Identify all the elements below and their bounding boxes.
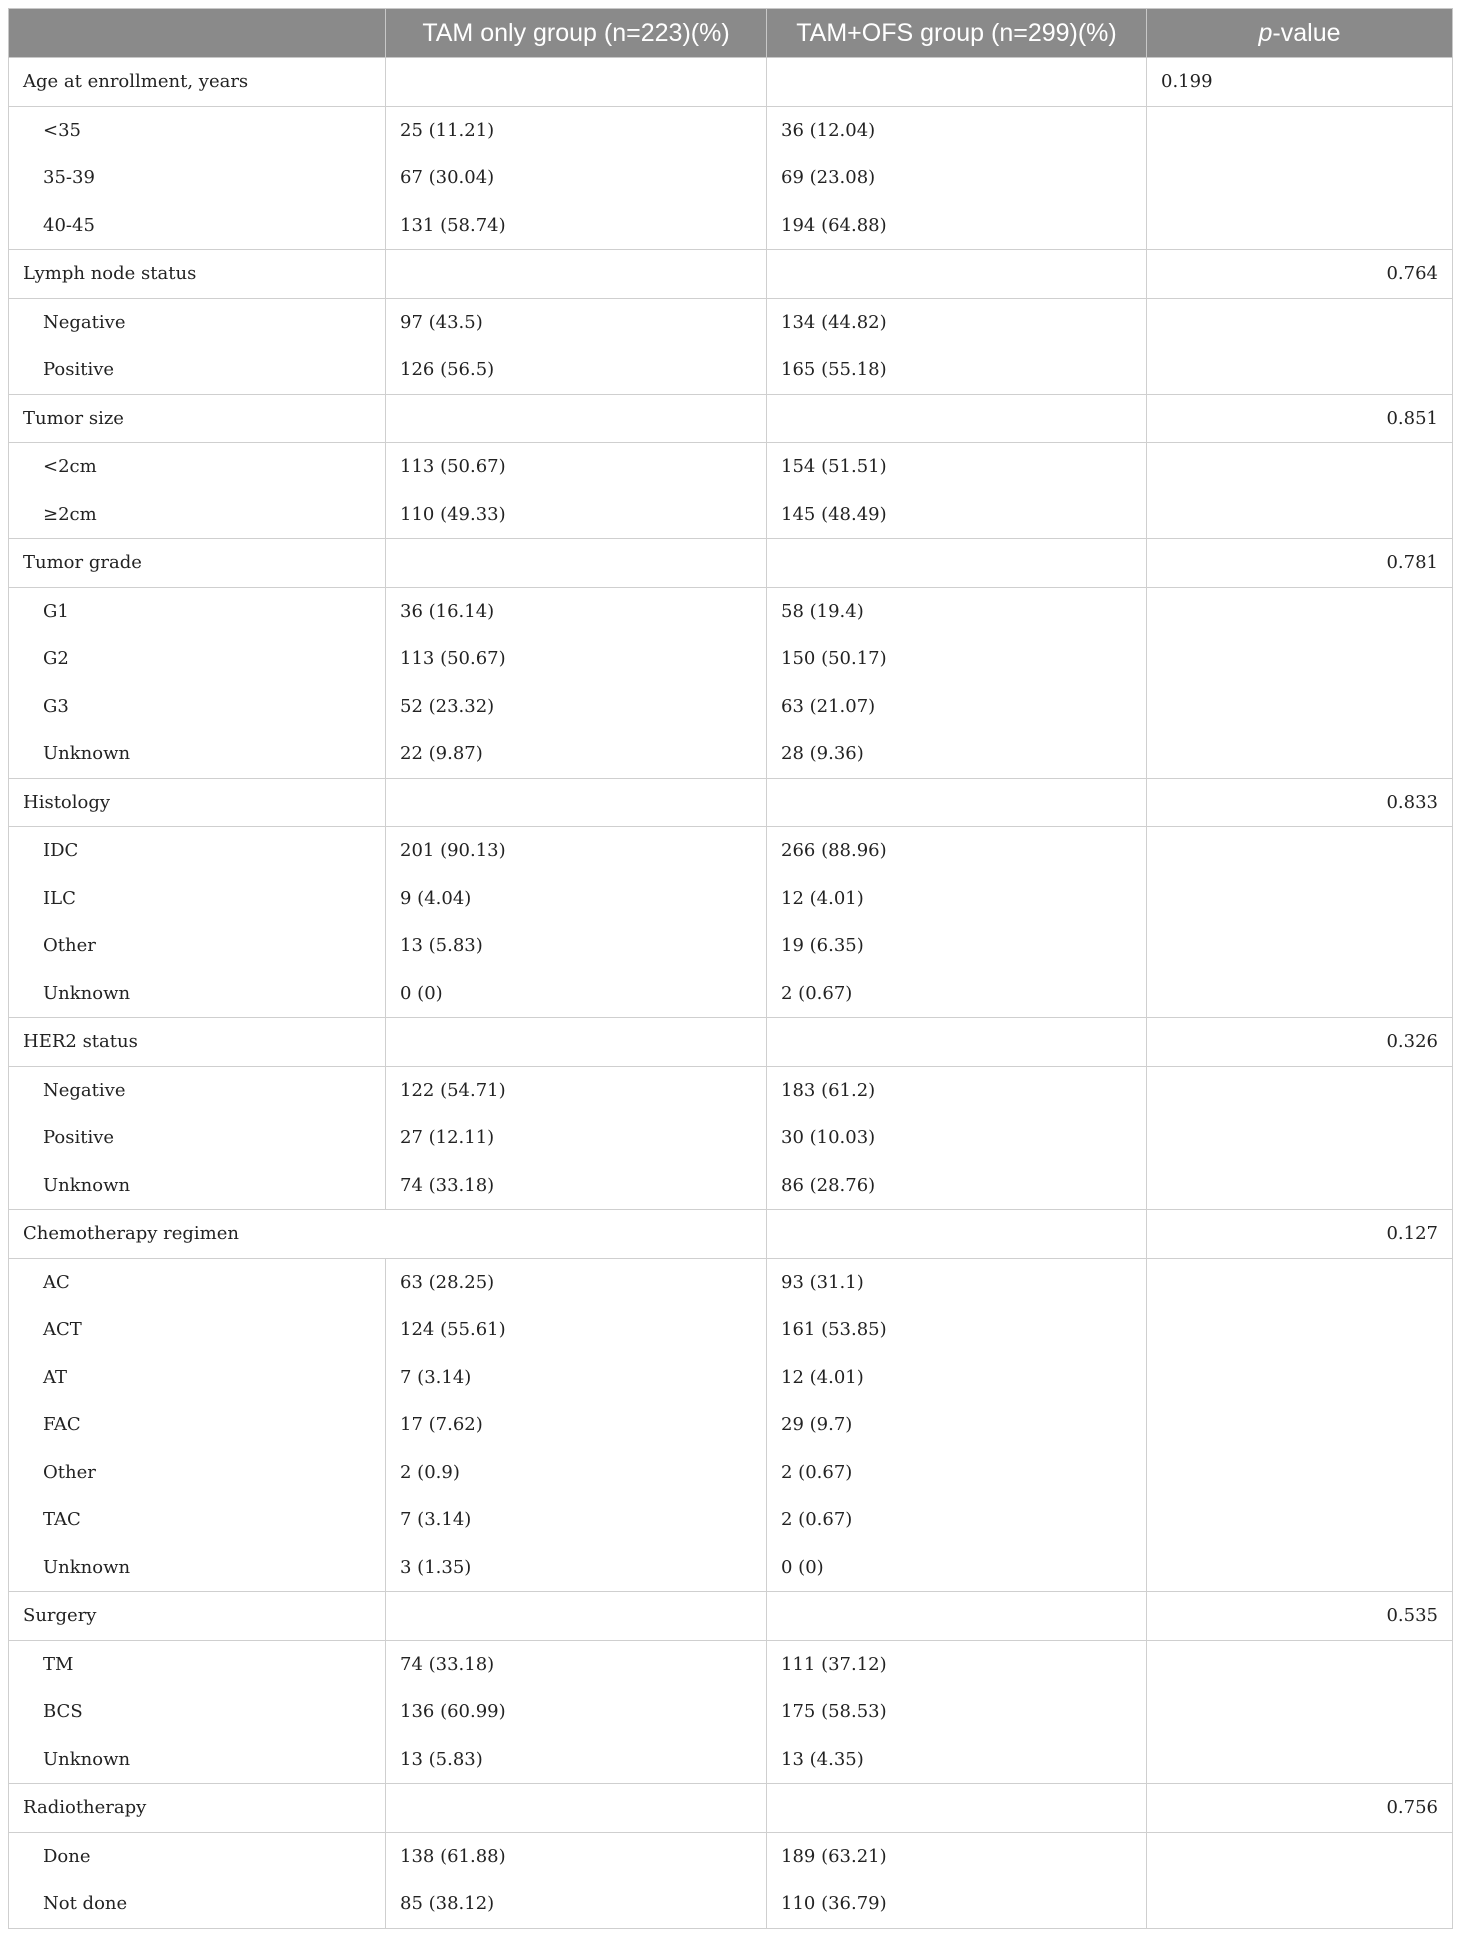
category-empty-cell [767, 1592, 1147, 1641]
category-row [9, 1210, 1453, 1259]
table-row [9, 1544, 1453, 1592]
p-value-empty-cell [1147, 635, 1453, 683]
category-empty-cell [767, 539, 1147, 588]
category-empty-cell [386, 539, 767, 588]
tam-only-value: 85 (38.12) [386, 1880, 767, 1928]
header-tam-ofs-group: TAM+OFS group (n=299)(%) [767, 9, 1147, 58]
category-empty-cell [386, 1784, 767, 1833]
p-value-empty-cell [1147, 491, 1453, 539]
tam-ofs-value: 13 (4.35) [767, 1736, 1147, 1784]
category-empty-cell [767, 58, 1147, 107]
p-value-empty-cell [1147, 1258, 1453, 1306]
category-empty-cell [767, 1210, 1147, 1259]
tam-only-value: 3 (1.35) [386, 1544, 767, 1592]
tam-ofs-value: 12 (4.01) [767, 875, 1147, 923]
category-row [9, 58, 1453, 107]
tam-ofs-value: 134 (44.82) [767, 298, 1147, 346]
table-row [9, 1496, 1453, 1544]
table-row [9, 1306, 1453, 1354]
tam-ofs-value: 266 (88.96) [767, 827, 1147, 875]
header-p-suffix: -value [1272, 18, 1341, 47]
tam-only-value: 17 (7.62) [386, 1401, 767, 1449]
p-value-empty-cell [1147, 1736, 1453, 1784]
subgroup-label: Other [9, 1449, 386, 1497]
tam-only-value: 124 (55.61) [386, 1306, 767, 1354]
subgroup-label: Unknown [9, 970, 386, 1018]
subgroup-label: Done [9, 1832, 386, 1880]
tam-only-value: 63 (28.25) [386, 1258, 767, 1306]
tam-ofs-value: 58 (19.4) [767, 587, 1147, 635]
category-row [9, 539, 1453, 588]
subgroup-label: <35 [9, 106, 386, 154]
p-value-empty-cell [1147, 970, 1453, 1018]
subgroup-label: Negative [9, 298, 386, 346]
tam-ofs-value: 30 (10.03) [767, 1114, 1147, 1162]
category-label: Surgery [9, 1592, 386, 1641]
tam-only-value: 110 (49.33) [386, 491, 767, 539]
p-value-empty-cell [1147, 1449, 1453, 1497]
tam-ofs-value: 145 (48.49) [767, 491, 1147, 539]
p-value-empty-cell [1147, 1401, 1453, 1449]
subgroup-label: Negative [9, 1066, 386, 1114]
table-row [9, 1162, 1453, 1210]
category-empty-cell [386, 1592, 767, 1641]
category-empty-cell [767, 394, 1147, 443]
p-value-empty-cell [1147, 106, 1453, 154]
tam-only-value: 74 (33.18) [386, 1162, 767, 1210]
p-value-empty-cell [1147, 1114, 1453, 1162]
category-row [9, 778, 1453, 827]
category-empty-cell [386, 250, 767, 299]
category-label: Radiotherapy [9, 1784, 386, 1833]
p-value-empty-cell [1147, 298, 1453, 346]
p-value-empty-cell [1147, 1496, 1453, 1544]
tam-only-value: 13 (5.83) [386, 922, 767, 970]
tam-only-value: 7 (3.14) [386, 1496, 767, 1544]
p-value-empty-cell [1147, 683, 1453, 731]
category-empty-cell [386, 778, 767, 827]
category-label: Lymph node status [9, 250, 386, 299]
tam-ofs-value: 86 (28.76) [767, 1162, 1147, 1210]
subgroup-label: IDC [9, 827, 386, 875]
subgroup-label: G3 [9, 683, 386, 731]
tam-ofs-value: 19 (6.35) [767, 922, 1147, 970]
table-row [9, 587, 1453, 635]
tam-only-value: 122 (54.71) [386, 1066, 767, 1114]
header-tam-only-group: TAM only group (n=223)(%) [386, 9, 767, 58]
tam-ofs-value: 36 (12.04) [767, 106, 1147, 154]
subgroup-label: Positive [9, 346, 386, 394]
p-value-empty-cell [1147, 730, 1453, 778]
tam-only-value: 113 (50.67) [386, 443, 767, 491]
tam-ofs-value: 2 (0.67) [767, 1449, 1147, 1497]
p-value-cell: 0.127 [1147, 1210, 1453, 1259]
subgroup-label: AC [9, 1258, 386, 1306]
category-label: HER2 status [9, 1018, 386, 1067]
tam-only-value: 126 (56.5) [386, 346, 767, 394]
tam-ofs-value: 161 (53.85) [767, 1306, 1147, 1354]
header-row [9, 9, 1453, 58]
category-row [9, 1592, 1453, 1641]
tam-only-value: 136 (60.99) [386, 1688, 767, 1736]
table-row [9, 491, 1453, 539]
p-value-cell: 0.851 [1147, 394, 1453, 443]
category-row [9, 1784, 1453, 1833]
tam-ofs-value: 2 (0.67) [767, 1496, 1147, 1544]
subgroup-label: ≥2cm [9, 491, 386, 539]
table-row [9, 1640, 1453, 1688]
category-empty-cell [767, 250, 1147, 299]
p-value-empty-cell [1147, 1162, 1453, 1210]
p-value-empty-cell [1147, 443, 1453, 491]
category-row [9, 250, 1453, 299]
p-value-empty-cell [1147, 1880, 1453, 1928]
p-value-empty-cell [1147, 827, 1453, 875]
baseline-characteristics-table [8, 8, 1453, 1929]
category-empty-cell [767, 778, 1147, 827]
table-row [9, 827, 1453, 875]
category-label: Age at enrollment, years [9, 58, 386, 107]
table-row [9, 1354, 1453, 1402]
p-value-empty-cell [1147, 1832, 1453, 1880]
category-label: Chemotherapy regimen [9, 1210, 767, 1259]
category-label: Tumor grade [9, 539, 386, 588]
subgroup-label: <2cm [9, 443, 386, 491]
tam-only-value: 2 (0.9) [386, 1449, 767, 1497]
table-row [9, 443, 1453, 491]
table-row [9, 1114, 1453, 1162]
table-row [9, 1066, 1453, 1114]
subgroup-label: TM [9, 1640, 386, 1688]
header-characteristic [9, 9, 386, 58]
table-row [9, 683, 1453, 731]
tam-ofs-value: 69 (23.08) [767, 154, 1147, 202]
tam-ofs-value: 110 (36.79) [767, 1880, 1147, 1928]
tam-only-value: 138 (61.88) [386, 1832, 767, 1880]
tam-only-value: 113 (50.67) [386, 635, 767, 683]
table-row [9, 346, 1453, 394]
tam-only-value: 0 (0) [386, 970, 767, 1018]
subgroup-label: 35-39 [9, 154, 386, 202]
category-empty-cell [386, 1018, 767, 1067]
p-value-cell: 0.833 [1147, 778, 1453, 827]
subgroup-label: BCS [9, 1688, 386, 1736]
tam-ofs-value: 2 (0.67) [767, 970, 1147, 1018]
p-value-empty-cell [1147, 1066, 1453, 1114]
subgroup-label: G1 [9, 587, 386, 635]
p-value-empty-cell [1147, 922, 1453, 970]
table-row [9, 875, 1453, 923]
p-value-empty-cell [1147, 1544, 1453, 1592]
p-value-empty-cell [1147, 346, 1453, 394]
table-header [9, 9, 1453, 58]
category-empty-cell [767, 1784, 1147, 1833]
table-row [9, 1832, 1453, 1880]
table-row [9, 106, 1453, 154]
tam-ofs-value: 29 (9.7) [767, 1401, 1147, 1449]
tam-ofs-value: 111 (37.12) [767, 1640, 1147, 1688]
table-row [9, 922, 1453, 970]
table-row [9, 1736, 1453, 1784]
tam-ofs-value: 150 (50.17) [767, 635, 1147, 683]
tam-only-value: 27 (12.11) [386, 1114, 767, 1162]
tam-ofs-value: 28 (9.36) [767, 730, 1147, 778]
table-row [9, 1688, 1453, 1736]
table-row [9, 1401, 1453, 1449]
table-row [9, 298, 1453, 346]
table-row [9, 202, 1453, 250]
table-row [9, 1880, 1453, 1928]
tam-ofs-value: 63 (21.07) [767, 683, 1147, 731]
tam-only-value: 22 (9.87) [386, 730, 767, 778]
p-value-cell: 0.326 [1147, 1018, 1453, 1067]
subgroup-label: 40-45 [9, 202, 386, 250]
p-value-empty-cell [1147, 1354, 1453, 1402]
tam-only-value: 201 (90.13) [386, 827, 767, 875]
p-value-cell: 0.756 [1147, 1784, 1453, 1833]
tam-only-value: 9 (4.04) [386, 875, 767, 923]
baseline-characteristics-table-container [8, 8, 1452, 1929]
table-row [9, 1258, 1453, 1306]
tam-ofs-value: 0 (0) [767, 1544, 1147, 1592]
subgroup-label: Unknown [9, 1162, 386, 1210]
tam-only-value: 52 (23.32) [386, 683, 767, 731]
tam-only-value: 7 (3.14) [386, 1354, 767, 1402]
tam-only-value: 13 (5.83) [386, 1736, 767, 1784]
tam-only-value: 67 (30.04) [386, 154, 767, 202]
table-body [9, 58, 1453, 1929]
p-value-cell: 0.535 [1147, 1592, 1453, 1641]
tam-only-value: 131 (58.74) [386, 202, 767, 250]
p-value-empty-cell [1147, 154, 1453, 202]
header-p-value [1147, 9, 1453, 58]
tam-ofs-value: 194 (64.88) [767, 202, 1147, 250]
category-row [9, 1018, 1453, 1067]
p-value-empty-cell [1147, 1306, 1453, 1354]
tam-ofs-value: 154 (51.51) [767, 443, 1147, 491]
p-value-cell: 0.764 [1147, 250, 1453, 299]
category-empty-cell [767, 1018, 1147, 1067]
table-row [9, 730, 1453, 778]
subgroup-label: Unknown [9, 730, 386, 778]
tam-ofs-value: 12 (4.01) [767, 1354, 1147, 1402]
tam-only-value: 36 (16.14) [386, 587, 767, 635]
subgroup-label: G2 [9, 635, 386, 683]
category-row [9, 394, 1453, 443]
tam-ofs-value: 93 (31.1) [767, 1258, 1147, 1306]
category-label: Tumor size [9, 394, 386, 443]
subgroup-label: ACT [9, 1306, 386, 1354]
subgroup-label: Other [9, 922, 386, 970]
tam-only-value: 97 (43.5) [386, 298, 767, 346]
tam-ofs-value: 183 (61.2) [767, 1066, 1147, 1114]
tam-ofs-value: 189 (63.21) [767, 1832, 1147, 1880]
subgroup-label: Unknown [9, 1544, 386, 1592]
p-value-empty-cell [1147, 587, 1453, 635]
subgroup-label: FAC [9, 1401, 386, 1449]
table-row [9, 970, 1453, 1018]
subgroup-label: AT [9, 1354, 386, 1402]
tam-ofs-value: 165 (55.18) [767, 346, 1147, 394]
subgroup-label: TAC [9, 1496, 386, 1544]
tam-only-value: 25 (11.21) [386, 106, 767, 154]
p-value-empty-cell [1147, 875, 1453, 923]
subgroup-label: Unknown [9, 1736, 386, 1784]
category-empty-cell [386, 394, 767, 443]
table-row [9, 1449, 1453, 1497]
subgroup-label: Not done [9, 1880, 386, 1928]
category-label: Histology [9, 778, 386, 827]
p-value-cell: 0.781 [1147, 539, 1453, 588]
p-value-empty-cell [1147, 1640, 1453, 1688]
p-value-empty-cell [1147, 1688, 1453, 1736]
tam-ofs-value: 175 (58.53) [767, 1688, 1147, 1736]
p-value-cell: 0.199 [1147, 58, 1453, 107]
table-row [9, 635, 1453, 683]
category-empty-cell [386, 58, 767, 107]
header-p-italic: p [1258, 18, 1273, 47]
subgroup-label: ILC [9, 875, 386, 923]
p-value-empty-cell [1147, 202, 1453, 250]
subgroup-label: Positive [9, 1114, 386, 1162]
tam-only-value: 74 (33.18) [386, 1640, 767, 1688]
table-row [9, 154, 1453, 202]
